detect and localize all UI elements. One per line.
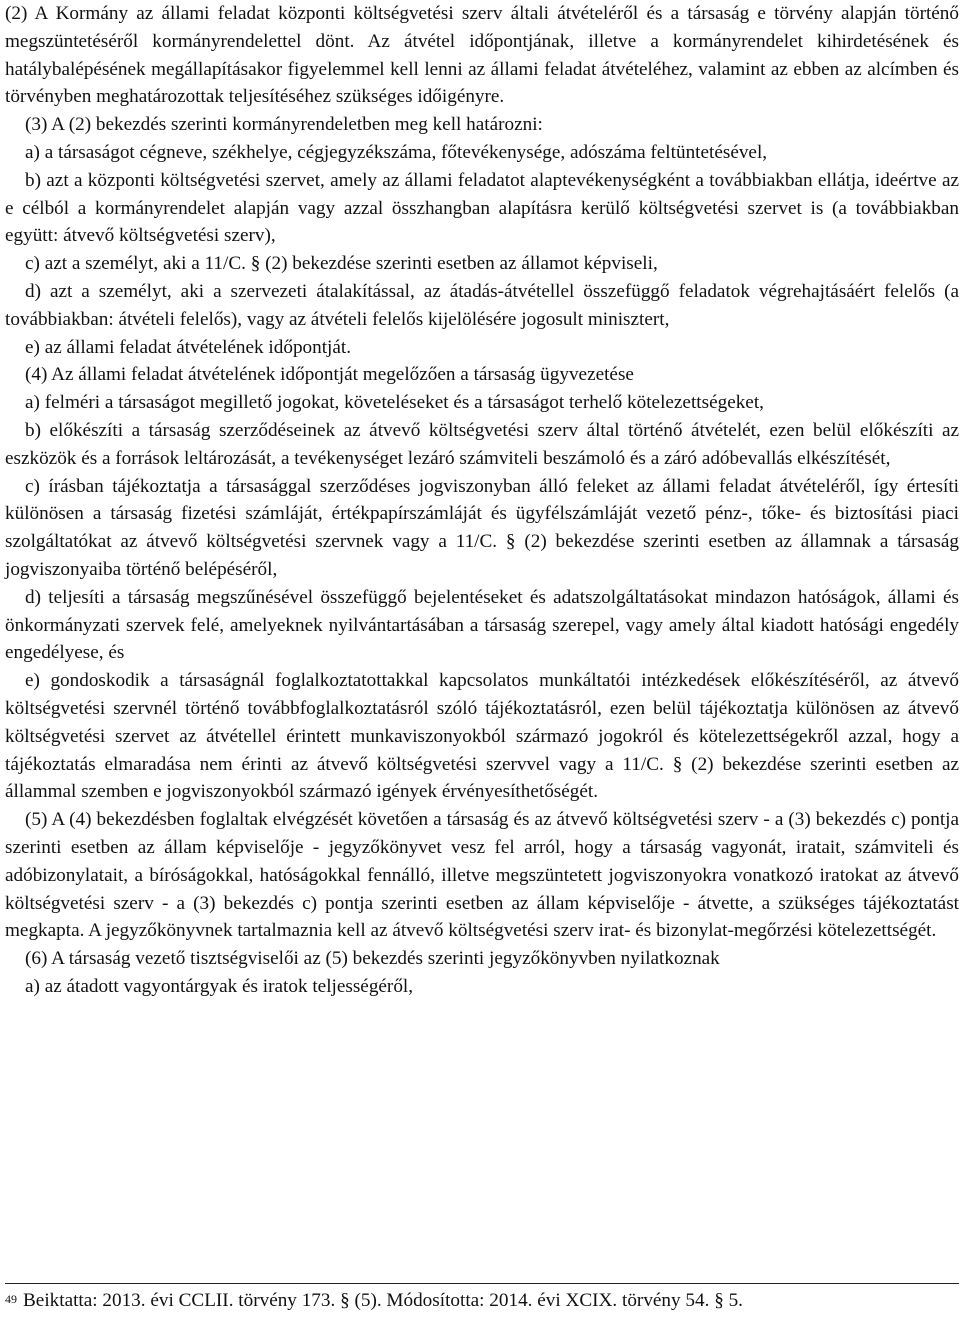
paragraph-4: (4) Az állami feladat átvételének időpontját megelőzően a társaság ügyvezetése <box>25 364 634 386</box>
paragraph-6: (6) A társaság vezető tisztségviselői az (5) bekezdés szerinti jegyzőkönyvben nyilatkoznak <box>25 948 720 970</box>
paragraph-3-point-a: a) a társaságot cégneve, székhelye, cégjegyzékszáma, főtevékenysége, adószáma feltüntetésével, <box>25 141 768 163</box>
paragraph-4-point-d: d) teljesíti a társaság megszűnésével összefüggő bejelentéseket és adatszolgáltatásokat mindazon hatóságok, állami és önkormányzati szervek felé, amelyeknek nyilvántartásában a társaság szerepel, vagy amely által kiadott hatósági engedély engedélyese, és <box>5 586 959 664</box>
paragraph-2: (2) A Kormány az állami feladat központi költségvetési szerv általi átvételéről és a társaság e törvény alapján történő megszüntetéséről kormányrendelettel dönt. Az átvétel időpontjának, illetve a kormányrendelet kihirdetésének és hatálybalépésének megállapításakor figyelemmel kell lenni az állami feladat átvételéhez, valamint az ebben az alcímben és törvényben meghatározottak teljesítéséhez szükséges időigényre. <box>5 3 959 108</box>
paragraph-4-point-e: e) gondoskodik a társaságnál foglalkoztatottakkal kapcsolatos munkáltatói intézkedések előkészítéséről, az átvevő költségvetési szervnél történő továbbfoglalkoztatásról szóló tájékoztatásról, ezen belül tájékoztatja különösen az átvevő költségvetési szervet az átvétellel érintett munkaviszonyokból származó jogokról és kötelezettségekről azzal, hogy a tájékoztatás elmaradása nem érinti az átvevő költségvetési szervvel vagy a 11/C. § (2) bekezdése szerinti esetben az állammal szemben e jogviszonyokból származó igények érvényesíthetőségét. <box>5 670 959 803</box>
paragraph-4-point-a: a) felméri a társaságot megillető jogokat, követeléseket és a társaságot terhelő kötelezettségeket, <box>25 392 764 414</box>
paragraph-3-point-b: b) azt a központi költségvetési szervet, amely az állami feladatot alaptevékenységként a továbbiakban ellátja, ideértve az e célból a kormányrendelet alapján vagy azzal összhangban alapításra kerülő költségvetési szervet is (a továbbiakban együtt: átvevő költségvetési szerv), <box>5 169 959 247</box>
paragraph-4-point-b: b) előkészíti a társaság szerződéseinek az átvevő költségvetési szerv által történő átvételét, ezen belül előkészíti az eszközök és a források leltározását, a tevékenységet lezáró számviteli beszámoló és a záró adóbevallás elkészítését, <box>5 419 959 469</box>
paragraph-3-point-e: e) az állami feladat átvételének időpontját. <box>25 336 352 358</box>
paragraph-3-point-c: c) azt a személyt, aki a 11/C. § (2) bekezdése szerinti esetben az államot képviseli, <box>25 253 658 275</box>
footnote-number: 49 <box>5 1292 17 1306</box>
footnote-text: Beiktatta: 2013. évi CCLII. törvény 173. § (5). Módosította: 2014. évi XCIX. törvény 54. § 5. <box>23 1290 743 1311</box>
paragraph-3: (3) A (2) bekezdés szerinti kormányrendeletben meg kell határozni: <box>25 114 543 136</box>
footnote <box>5 1287 743 1315</box>
footnote-divider <box>5 1283 959 1284</box>
paragraph-5: (5) A (4) bekezdésben foglaltak elvégzését követően a társaság és az átvevő költségvetési szerv - a (3) bekezdés c) pontja szerinti esetben az állam képviselője - jegyzőkönyvet vesz fel arról, hogy a társaság vagyonát, iratait, számviteli és adóbizonylatait, a bíróságokkal, hatóságokkal fennálló, illetve megszüntetett jogviszonyokra vonatkozó iratokat az átvevő költségvetési szerv - a (3) bekezdés c) pontja szerinti esetben az állam képviselője - átvette, a szükséges tájékoztatást megkapta. A jegyzőkönyvnek tartalmaznia kell az átvevő költségvetési szerv irat- és bizonylat-megőrzési kötelezettségét. <box>5 809 959 942</box>
paragraph-4-point-c: c) írásban tájékoztatja a társasággal szerződéses jogviszonyban álló feleket az állami feladat átvételéről, így értesíti különösen a társaság fizetési számláját, értékpapírszámláját és ügyfélszámláját vezető pénz-, tőke- és biztosítási piaci szolgáltatókat az átvevő költségvetési szervnek vagy a 11/C. § (2) bekezdése szerinti esetben az államnak a társaság jogviszonyaiba történő belépéséről, <box>5 475 959 580</box>
paragraph-3-point-d: d) azt a személyt, aki a szervezeti átalakítással, az átadás-átvétellel összefüggő feladatok végrehajtásáért felelős (a továbbiakban: átvételi felelős), vagy az átvételi felelős kijelölésére jogosult minisztert, <box>5 280 959 330</box>
document-body <box>5 0 959 1001</box>
paragraph-6-point-a: a) az átadott vagyontárgyak és iratok teljességéről, <box>25 975 414 997</box>
